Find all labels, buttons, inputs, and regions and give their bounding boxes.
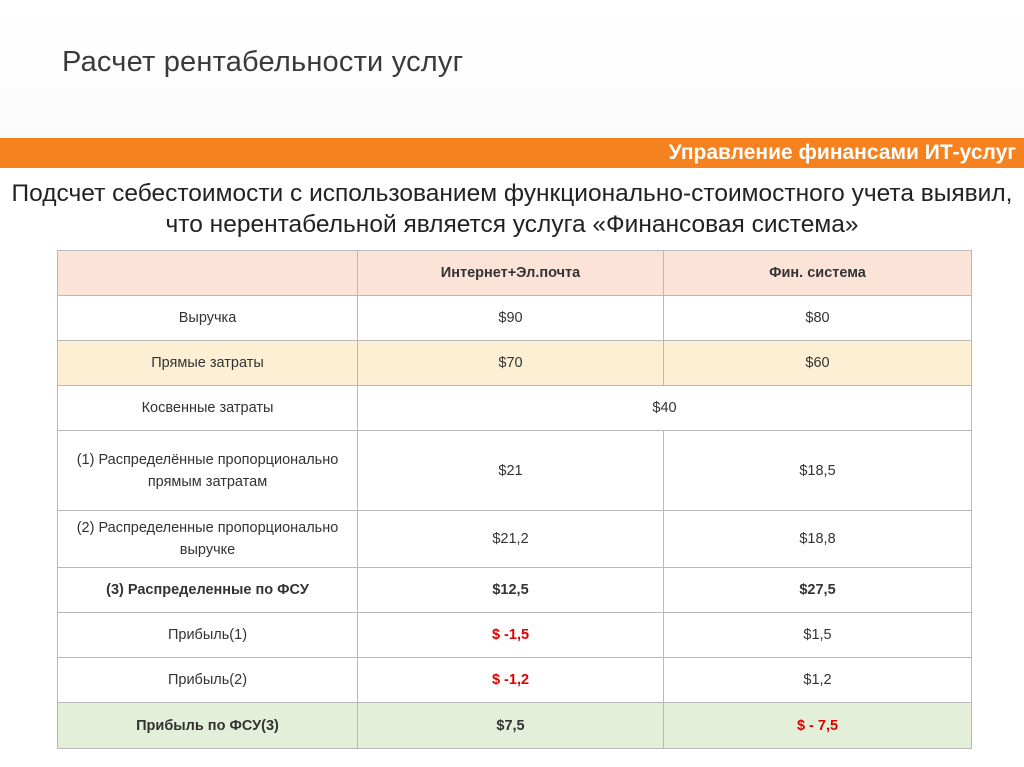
table-row-profit-fsu <box>58 703 972 749</box>
row-label: Прибыль(2) <box>58 658 358 703</box>
table-row-direct-costs <box>58 341 972 386</box>
table-row-indirect-costs <box>58 386 972 431</box>
table-row-alloc-direct <box>58 431 972 511</box>
row-label: (3) Распределенные по ФСУ <box>58 568 358 613</box>
cell-fin-system: $27,5 <box>664 568 972 613</box>
brand-bar <box>0 138 1024 168</box>
cell-fin-system: $18,5 <box>664 431 972 511</box>
table-row-profit-1 <box>58 613 972 658</box>
cell-fin-system: $18,8 <box>664 511 972 568</box>
row-label: Прямые затраты <box>58 341 358 386</box>
cell-indirect-merged: $40 <box>358 386 972 431</box>
cell-internet-negative: $ -1,2 <box>358 658 664 703</box>
table-header-row <box>58 251 972 296</box>
cell-internet: $12,5 <box>358 568 664 613</box>
brand-text: Управление финансами ИТ-услуг <box>668 141 1016 164</box>
row-label: Прибыль(1) <box>58 613 358 658</box>
cell-fin-system: $80 <box>664 296 972 341</box>
cell-fin-system: $60 <box>664 341 972 386</box>
cost-table <box>57 250 972 749</box>
header-cell-fin-system: Фин. система <box>664 251 972 296</box>
table-row-revenue <box>58 296 972 341</box>
cell-internet: $90 <box>358 296 664 341</box>
page-title: Расчет рентабельности услуг <box>62 46 464 78</box>
header-cell-empty <box>58 251 358 296</box>
row-label: Косвенные затраты <box>58 386 358 431</box>
row-label: Выручка <box>58 296 358 341</box>
cell-fin-system: $1,2 <box>664 658 972 703</box>
header-cell-internet: Интернет+Эл.почта <box>358 251 664 296</box>
row-label: (1) Распределённые пропорционально прямым затратам <box>58 431 358 511</box>
cell-internet: $70 <box>358 341 664 386</box>
cell-internet: $7,5 <box>358 703 664 749</box>
row-label: (2) Распределенные пропорционально выручке <box>58 511 358 568</box>
cell-fin-system: $1,5 <box>664 613 972 658</box>
cell-internet: $21 <box>358 431 664 511</box>
headline: Подсчет себестоимости с использованием функционально-стоимостного учета выявил, что нерентабельной является услуга «Финансовая система» <box>11 180 1013 238</box>
row-label: Прибыль по ФСУ(3) <box>58 703 358 749</box>
cell-internet: $21,2 <box>358 511 664 568</box>
cell-fin-system-negative: $ - 7,5 <box>664 703 972 749</box>
table-row-alloc-revenue <box>58 511 972 568</box>
cell-internet-negative: $ -1,5 <box>358 613 664 658</box>
table-row-alloc-fsu <box>58 568 972 613</box>
table-row-profit-2 <box>58 658 972 703</box>
